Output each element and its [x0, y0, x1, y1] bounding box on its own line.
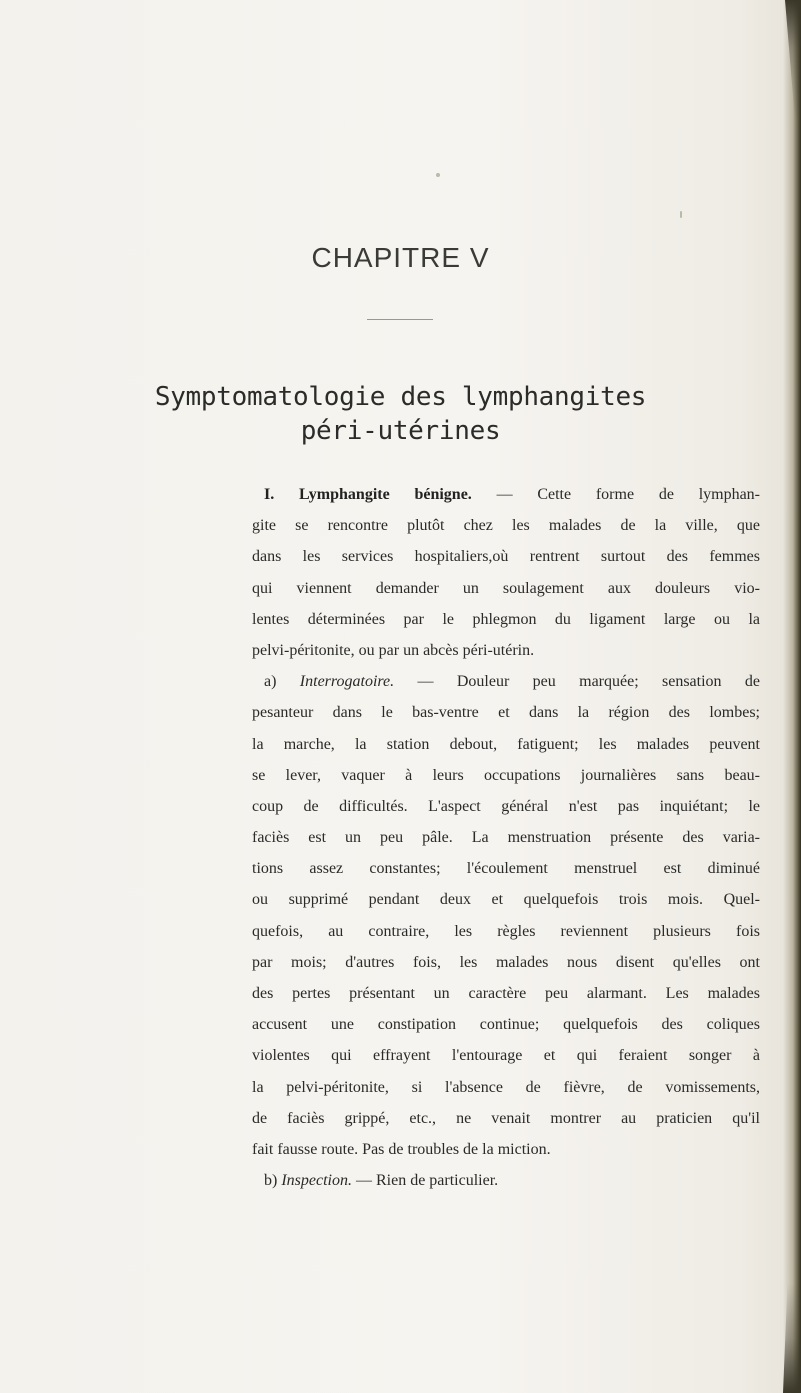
text-line: accusent une constipation continue; quelquefois des coliques: [252, 1016, 760, 1034]
text-line: [252, 486, 760, 517]
text-line: pelvi-péritonite, ou par un abcès péri-utérin.: [252, 641, 535, 659]
text-line: qui viennent demander un soulagement aux douleurs vio-: [252, 579, 760, 597]
text-line: fait fausse route. Pas de troubles de la miction.: [252, 1140, 551, 1158]
chapter-heading: CHAPITRE V: [311, 242, 490, 273]
text-line-content: Douleur peu marquée; sensation de: [456, 673, 761, 691]
text-line: de faciès grippé, etc., ne venait montrer au praticien qu'il: [252, 1109, 760, 1127]
subsection-marker: b): [264, 1172, 278, 1190]
subsection-dash: —: [417, 673, 434, 691]
text-line: gite se rencontre plutôt chez les malades de la ville, que: [252, 517, 760, 535]
subsection-label: Interrogatoire.: [299, 673, 395, 691]
chapter-title-line-2: péri-utérines: [300, 416, 501, 446]
text-line-content: Rien de particulier.: [375, 1172, 499, 1190]
text-line: tions assez constantes; l'écoulement menstruel est diminué: [252, 860, 760, 878]
text-line: ou supprimé pendant deux et quelquefois trois mois. Quel-: [252, 891, 760, 909]
text-line: faciès est un peu pâle. La menstruation présente des varia-: [252, 829, 760, 847]
chapter-rule: [367, 319, 433, 320]
text-line: [252, 673, 760, 704]
text-line: dans les services hospitaliers,où rentrent surtout des femmes: [252, 548, 760, 566]
page-edge-shadow-top: [761, 0, 801, 120]
chapter-title: [0, 380, 801, 448]
text-line: violentes qui effrayent l'entourage et qui feraient songer à: [252, 1047, 760, 1065]
subsection-dash: —: [355, 1172, 372, 1190]
paper-speck: [436, 173, 440, 177]
chapter-title-line-1: Symptomatologie des lymphangites: [154, 382, 647, 412]
text-line: lentes déterminées par le phlegmon du ligament large ou la: [252, 610, 760, 628]
text-line: la marche, la station debout, fatiguent; les malades peuvent: [252, 735, 760, 753]
section-number: I.: [264, 486, 275, 503]
section-dash: —: [496, 486, 513, 503]
subsection-label: Inspection.: [281, 1172, 352, 1190]
text-line: par mois; d'autres fois, les malades nous disent qu'elles ont: [252, 953, 760, 971]
body-text: [252, 486, 760, 1203]
text-line: quefois, au contraire, les règles reviennent plusieurs fois: [252, 922, 760, 940]
page-binding-edge: [783, 0, 801, 1393]
paper-speck: [680, 211, 682, 218]
subsection-marker: a): [264, 673, 277, 691]
section-heading: Lymphangite bénigne.: [299, 486, 472, 503]
text-line: se lever, vaquer à leurs occupations journalières sans beau-: [252, 766, 760, 784]
text-line: la pelvi-péritonite, si l'absence de fièvre, de vomissements,: [252, 1078, 760, 1096]
text-line: [252, 1172, 760, 1203]
text-line-content: Cette forme de lymphan-: [537, 486, 761, 503]
text-line: pesanteur dans le bas-ventre et dans la région des lombes;: [252, 704, 760, 722]
text-line: des pertes présentant un caractère peu alarmant. Les malades: [252, 985, 760, 1002]
text-line: coup de difficultés. L'aspect général n'est pas inquiétant; le: [252, 797, 760, 815]
